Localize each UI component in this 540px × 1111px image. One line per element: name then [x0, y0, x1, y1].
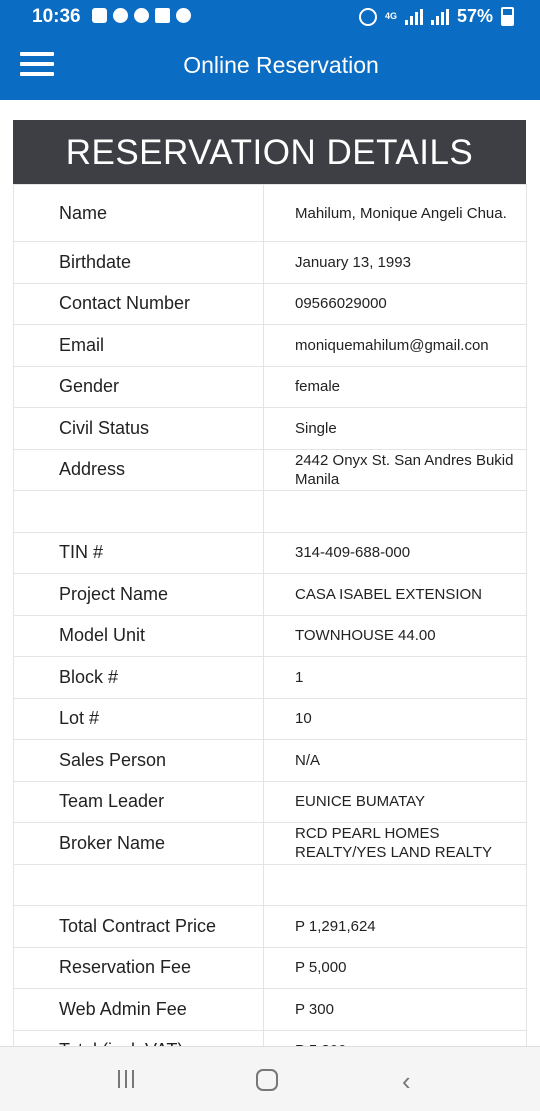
row-label: Email [14, 325, 264, 367]
row-value [264, 864, 527, 906]
table-row [14, 185, 527, 242]
table-row [14, 408, 527, 450]
row-value: 10 [264, 698, 527, 740]
row-label: Broker Name [14, 823, 264, 865]
gallery-icon [155, 8, 170, 23]
row-value: moniquemahilum@gmail.con [264, 325, 527, 367]
row-value: Mahilum, Monique Angeli Chua. [264, 185, 527, 242]
row-value: CASA ISABEL EXTENSION [264, 574, 527, 616]
table-row [14, 532, 527, 574]
row-value: P 300 [264, 989, 527, 1031]
table-row [14, 947, 527, 989]
network-type: 4G [384, 11, 397, 21]
data-saver-icon [176, 8, 191, 23]
home-icon[interactable] [256, 1069, 278, 1091]
row-label: Project Name [14, 574, 264, 616]
row-label: Address [14, 449, 264, 491]
row-label: Block # [14, 657, 264, 699]
status-right [359, 6, 514, 27]
row-value: female [264, 366, 527, 408]
row-label: Name [14, 185, 264, 242]
row-value: EUNICE BUMATAY [264, 781, 527, 823]
table-row-spacer [14, 864, 527, 906]
facebook-icon [134, 8, 149, 23]
row-value: P 5,000 [264, 947, 527, 989]
row-value: 314-409-688-000 [264, 532, 527, 574]
row-value: P 1,291,624 [264, 906, 527, 948]
row-value: January 13, 1993 [264, 242, 527, 284]
table-row-spacer [14, 491, 527, 533]
chat-notification-icon [92, 8, 107, 23]
table-row [14, 906, 527, 948]
table-row [14, 449, 527, 491]
table-row [14, 283, 527, 325]
signal-icon-2 [431, 9, 449, 25]
row-value: RCD PEARL HOMES REALTY/YES LAND REALTY [264, 823, 527, 865]
alarm-icon [359, 8, 377, 26]
table-row [14, 615, 527, 657]
table-row [14, 366, 527, 408]
row-label: Civil Status [14, 408, 264, 450]
row-value: 2442 Onyx St. San Andres Bukid Manila [264, 449, 527, 491]
row-value: N/A [264, 740, 527, 782]
table-row [14, 989, 527, 1031]
row-value [264, 491, 527, 533]
signal-icon [405, 9, 423, 25]
recent-apps-icon[interactable] [118, 1070, 134, 1088]
row-value: TOWNHOUSE 44.00 [264, 615, 527, 657]
status-bar [0, 0, 540, 34]
reservation-header: RESERVATION DETAILS [13, 120, 526, 184]
row-label: Birthdate [14, 242, 264, 284]
back-icon[interactable]: ‹ [402, 1066, 411, 1096]
table-row [14, 657, 527, 699]
row-value: Single [264, 408, 527, 450]
table-row [14, 823, 527, 865]
row-value: 1 [264, 657, 527, 699]
row-label: Gender [14, 366, 264, 408]
row-label [14, 491, 264, 533]
row-label [14, 864, 264, 906]
row-label: Reservation Fee [14, 947, 264, 989]
app-bar [0, 34, 540, 100]
row-label: Contact Number [14, 283, 264, 325]
table-row [14, 574, 527, 616]
table-row [14, 325, 527, 367]
table-row [14, 698, 527, 740]
battery-icon [501, 7, 514, 26]
row-value: 09566029000 [264, 283, 527, 325]
row-label: Total Contract Price [14, 906, 264, 948]
reservation-card [13, 120, 526, 1072]
notification-icons [92, 8, 191, 23]
table-row [14, 740, 527, 782]
row-label: TIN # [14, 532, 264, 574]
table-row [14, 781, 527, 823]
status-time: 10:36 [32, 6, 81, 27]
app-title: Online Reservation [183, 52, 379, 78]
table-row [14, 242, 527, 284]
row-label: Team Leader [14, 781, 264, 823]
row-label: Web Admin Fee [14, 989, 264, 1031]
row-label: Lot # [14, 698, 264, 740]
reservation-table [13, 184, 527, 1072]
messenger-icon [113, 8, 128, 23]
row-label: Sales Person [14, 740, 264, 782]
row-label: Model Unit [14, 615, 264, 657]
battery-percent: 57% [456, 6, 493, 26]
system-nav-bar [0, 1046, 540, 1111]
